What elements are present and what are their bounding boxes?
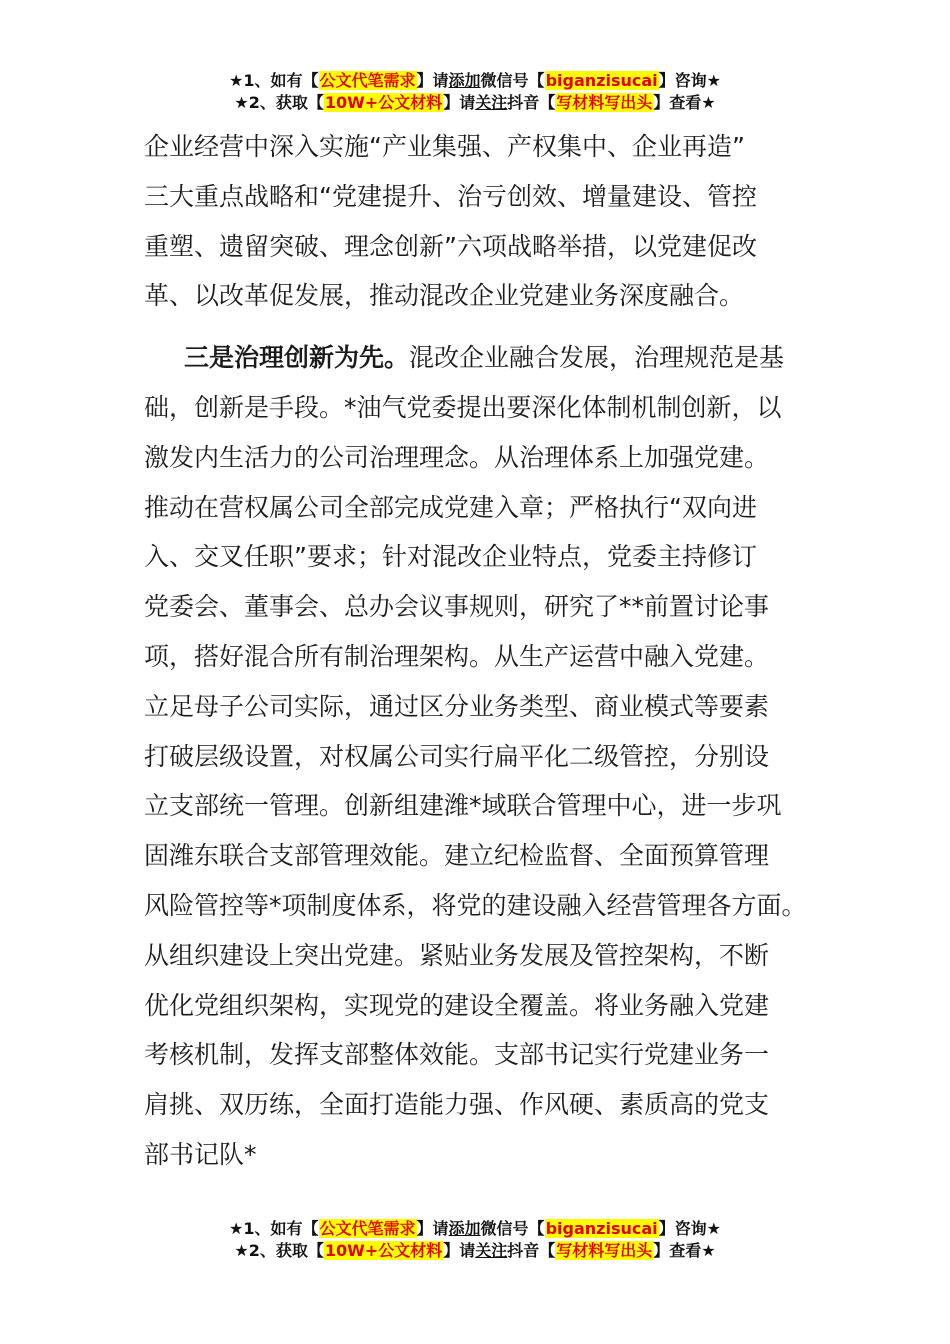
- banner-text: 】咨询★: [658, 1219, 721, 1238]
- banner-text: 抖音【: [507, 1241, 556, 1260]
- text-line: 部书记队*: [144, 1139, 257, 1169]
- banner-text: ★2、获取【: [234, 93, 324, 112]
- text-line: 企业经营中深入实施“产业集强、产权集中、企业再造”: [144, 132, 745, 161]
- banner-text: 】请: [416, 1219, 449, 1238]
- footer-banner: [0, 1218, 950, 1262]
- text-line: [144, 333, 824, 383]
- banner-text: 抖音【: [507, 93, 556, 112]
- banner-emphasis: 关注: [475, 1241, 508, 1260]
- text-line: 肩挑、双历练，全面打造能力强、作风硬、素质高的党支: [144, 1090, 770, 1120]
- banner-text: 】查看★: [653, 93, 716, 112]
- banner-text: 】咨询★: [658, 71, 721, 90]
- banner-text: 微信号【: [480, 71, 545, 90]
- text-line: 立足母子公司实际，通过区分业务类型、商业模式等要素: [144, 691, 770, 721]
- text-line: 党委会、董事会、总办会议事规则，研究了**前置讨论事: [144, 592, 770, 622]
- paragraph-spacer: [144, 321, 824, 333]
- text-line: 优化党组织架构，实现党的建设全覆盖。将业务融入党建: [144, 990, 770, 1020]
- banner-highlight: biganzisucai: [545, 71, 658, 90]
- banner-highlight: 10W+公文材料: [324, 1241, 443, 1260]
- banner-line-1: [0, 1218, 950, 1240]
- banner-line-2: [0, 92, 950, 114]
- paragraph-text: 混改企业融合发展，治理规范是基: [409, 343, 785, 373]
- banner-line-2: [0, 1240, 950, 1262]
- text-line: 革、以改革促发展，推动混改企业党建业务深度融合。: [144, 281, 745, 311]
- text-line: 三大重点战略和“党建提升、治亏创效、增量建设、管控: [144, 181, 757, 211]
- banner-highlight: 10W+公文材料: [324, 93, 443, 112]
- text-line: 入、交叉任职”要求；针对混改企业特点，党委主持修订: [144, 542, 757, 572]
- text-line: 从组织建设上突出党建。紧贴业务发展及管控架构，不断: [144, 940, 770, 970]
- paragraph-1: [144, 122, 824, 321]
- text-line: 激发内生活力的公司治理理念。从治理体系上加强党建。: [144, 442, 770, 472]
- banner-emphasis: 添加: [448, 71, 481, 90]
- text-line: 项，搭好混合所有制治理架构。从生产运营中融入党建。: [144, 641, 770, 671]
- banner-text: 】请: [443, 93, 476, 112]
- banner-highlight: biganzisucai: [545, 1219, 658, 1238]
- text-line: 风险管控等*项制度体系，将党的建设融入经营管理各方面。: [144, 890, 807, 920]
- text-line: 础，创新是手段。*油气党委提出要深化体制机制创新，以: [144, 392, 782, 422]
- banner-emphasis: 添加: [448, 1219, 481, 1238]
- banner-text: ★1、如有【: [229, 71, 319, 90]
- paragraph-heading: 三是治理创新为先。: [184, 343, 410, 373]
- banner-line-1: [0, 70, 950, 92]
- banner-text: ★1、如有【: [229, 1219, 319, 1238]
- text-line: 重塑、遗留突破、理念创新”六项战略举措，以党建促改: [144, 231, 757, 261]
- banner-text: ★2、获取【: [234, 1241, 324, 1260]
- text-line: 推动在营权属公司全部完成党建入章；严格执行“双向进: [144, 492, 757, 522]
- banner-text: 微信号【: [480, 1219, 545, 1238]
- banner-text: 】请: [443, 1241, 476, 1260]
- banner-emphasis: 关注: [475, 93, 508, 112]
- text-line: 打破层级设置，对权属公司实行扁平化二级管控，分别设: [144, 741, 770, 771]
- text-line: 立支部统一管理。创新组建潍*域联合管理中心，进一步巩: [144, 791, 782, 821]
- text-line: 考核机制，发挥支部整体效能。支部书记实行党建业务一: [144, 1040, 770, 1070]
- document-body: [144, 122, 824, 1180]
- banner-highlight: 写材料写出头: [556, 1241, 653, 1260]
- banner-highlight: 公文代笔需求: [319, 1219, 416, 1238]
- header-banner: [0, 70, 950, 114]
- banner-highlight: 写材料写出头: [556, 93, 653, 112]
- banner-highlight: 公文代笔需求: [319, 71, 416, 90]
- banner-text: 】请: [416, 71, 449, 90]
- banner-text: 】查看★: [653, 1241, 716, 1260]
- paragraph-2: [144, 333, 824, 1180]
- text-line: 固潍东联合支部管理效能。建立纪检监督、全面预算管理: [144, 841, 770, 871]
